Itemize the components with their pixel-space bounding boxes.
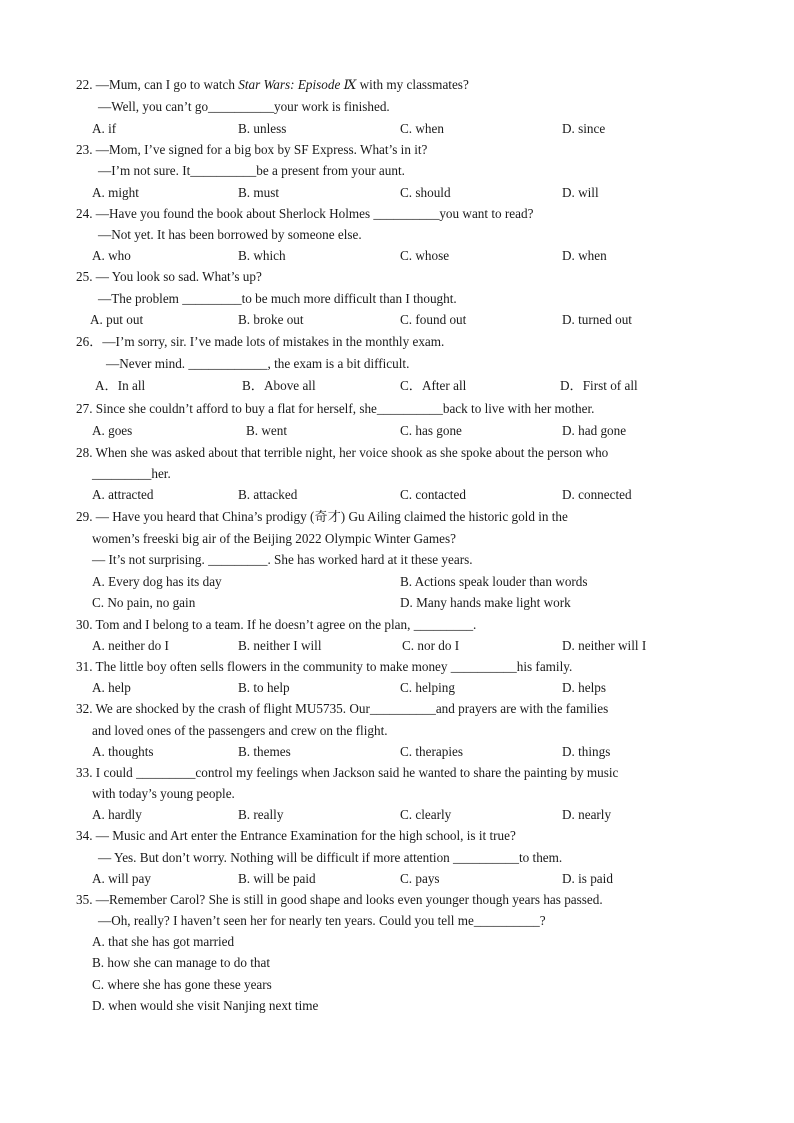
question-23-option-b: B. must xyxy=(238,185,280,200)
question-35-option-d: D. when would she visit Nanjing next time xyxy=(92,998,319,1013)
question-24-option-b: B. which xyxy=(238,248,286,263)
question-25-option-a: A. put out xyxy=(90,312,144,327)
question-33-line-1: 33. I could _________control my feelings when Jackson said he wanted to share the painting by music xyxy=(76,765,619,780)
question-24-line-1: 24. —Have you found the book about Sherlock Holmes __________you want to read? xyxy=(76,206,534,221)
question-33-option-a: A. hardly xyxy=(92,807,142,822)
question-22-option-c: C. when xyxy=(400,121,444,136)
question-32-option-c: C. therapies xyxy=(400,744,463,759)
question-25-option-c: C. found out xyxy=(400,312,467,327)
question-29-line-1: 29. — Have you heard that China’s prodigy (奇才) Gu Ailing claimed the historic gold in the xyxy=(76,509,568,524)
question-22-option-b: B. unless xyxy=(238,121,287,136)
question-34-line-1: 34. — Music and Art enter the Entrance Examination for the high school, is it true? xyxy=(76,828,516,843)
question-27-option-b: B. went xyxy=(246,423,288,438)
question-29-line-3: — It’s not surprising. _________. She has worked hard at it these years. xyxy=(92,552,473,567)
question-34-option-d: D. is paid xyxy=(562,871,613,886)
q22-movie-title: Star Wars: Episode Ⅸ xyxy=(238,77,357,92)
question-30-line-1: 30. Tom and I belong to a team. If he doesn’t agree on the plan, _________. xyxy=(76,617,477,632)
question-22-line-2: —Well, you can’t go__________your work is finished. xyxy=(98,99,390,114)
question-34-option-a: A. will pay xyxy=(92,871,151,886)
question-25-option-b: B. broke out xyxy=(238,312,304,327)
question-31-option-c: C. helping xyxy=(400,680,455,695)
question-28-option-d: D. connected xyxy=(562,487,632,502)
question-30-option-a: A. neither do I xyxy=(92,638,169,653)
question-23-option-a: A. might xyxy=(92,185,139,200)
question-35-line-1: 35. —Remember Carol? She is still in good shape and looks even younger though years has passed. xyxy=(76,892,603,907)
question-28-option-c: C. contacted xyxy=(400,487,466,502)
question-33-option-c: C. clearly xyxy=(400,807,452,822)
question-31-option-b: B. to help xyxy=(238,680,290,695)
question-29-line-2: women’s freeski big air of the Beijing 2022 Olympic Winter Games? xyxy=(92,531,456,546)
question-26-line-2: —Never mind. ____________, the exam is a bit difficult. xyxy=(106,356,410,371)
question-26-option-a: A．In all xyxy=(95,378,146,393)
question-34-option-c: C. pays xyxy=(400,871,440,886)
question-29-option-a: A. Every dog has its day xyxy=(92,574,222,589)
question-26-option-d: D．First of all xyxy=(560,378,638,393)
question-22-option-a: A. if xyxy=(92,121,117,136)
question-27-line-1: 27. Since she couldn’t afford to buy a flat for herself, she__________back to live with her mother. xyxy=(76,401,595,416)
question-28-option-b: B. attacked xyxy=(238,487,298,502)
question-22-stem xyxy=(76,77,469,93)
question-35-option-b: B. how she can manage to do that xyxy=(92,955,270,970)
question-31-option-a: A. help xyxy=(92,680,131,695)
question-29-option-d: D. Many hands make light work xyxy=(400,595,571,610)
question-30-option-c: C. nor do I xyxy=(402,638,460,653)
question-25-option-d: D. turned out xyxy=(562,312,632,327)
question-32-line-1: 32. We are shocked by the crash of flight MU5735. Our__________and prayers are with the families xyxy=(76,701,609,716)
q22-stem-after: with my classmates? xyxy=(356,77,469,92)
question-22-option-d: D. since xyxy=(562,121,606,136)
question-31-line-1: 31. The little boy often sells flowers in the community to make money __________his family. xyxy=(76,659,573,674)
question-27-option-a: A. goes xyxy=(92,423,133,438)
question-28-line-2: _________her. xyxy=(92,466,171,481)
question-32-option-a: A. thoughts xyxy=(92,744,154,759)
question-26-option-b: B．Above all xyxy=(242,378,316,393)
question-28-option-a: A. attracted xyxy=(92,487,154,502)
question-35-option-c: C. where she has gone these years xyxy=(92,977,272,992)
question-24-option-c: C. whose xyxy=(400,248,450,263)
question-35-line-2: —Oh, really? I haven’t seen her for nearly ten years. Could you tell me__________? xyxy=(98,913,546,928)
question-26-line-1: 26．—I’m sorry, sir. I’ve made lots of mistakes in the monthly exam. xyxy=(76,334,445,349)
question-33-option-d: D. nearly xyxy=(562,807,612,822)
question-24-option-d: D. when xyxy=(562,248,607,263)
question-25-line-1: 25. — You look so sad. What’s up? xyxy=(76,269,262,284)
question-23-line-1: 23. —Mom, I’ve signed for a big box by SF Express. What’s in it? xyxy=(76,142,428,157)
q22-stem-before: 22. —Mum, can I go to watch xyxy=(76,77,239,92)
question-29-option-c: C. No pain, no gain xyxy=(92,595,196,610)
question-27-option-d: D. had gone xyxy=(562,423,627,438)
question-33-option-b: B. really xyxy=(238,807,284,822)
question-23-line-2: —I’m not sure. It__________be a present from your aunt. xyxy=(98,163,405,178)
question-25-line-2: —The problem _________to be much more difficult than I thought. xyxy=(98,291,457,306)
question-32-option-d: D. things xyxy=(562,744,611,759)
question-32-option-b: B. themes xyxy=(238,744,291,759)
question-29-option-b: B. Actions speak louder than words xyxy=(400,574,588,589)
question-35-option-a: A. that she has got married xyxy=(92,934,235,949)
question-30-option-b: B. neither I will xyxy=(238,638,322,653)
question-24-option-a: A. who xyxy=(92,248,131,263)
question-23-option-d: D. will xyxy=(562,185,599,200)
question-34-line-2: — Yes. But don’t worry. Nothing will be difficult if more attention __________to them. xyxy=(98,850,563,865)
question-27-option-c: C. has gone xyxy=(400,423,462,438)
question-24-line-2: —Not yet. It has been borrowed by someone else. xyxy=(98,227,362,242)
question-34-option-b: B. will be paid xyxy=(238,871,316,886)
question-33-line-2: with today’s young people. xyxy=(92,786,235,801)
question-30-option-d: D. neither will I xyxy=(562,638,647,653)
question-26-option-c: C．After all xyxy=(400,378,467,393)
question-23-option-c: C. should xyxy=(400,185,451,200)
question-31-option-d: D. helps xyxy=(562,680,606,695)
question-32-line-2: and loved ones of the passengers and crew on the flight. xyxy=(92,723,388,738)
question-28-line-1: 28. When she was asked about that terrible night, her voice shook as she spoke about the person who xyxy=(76,445,609,460)
